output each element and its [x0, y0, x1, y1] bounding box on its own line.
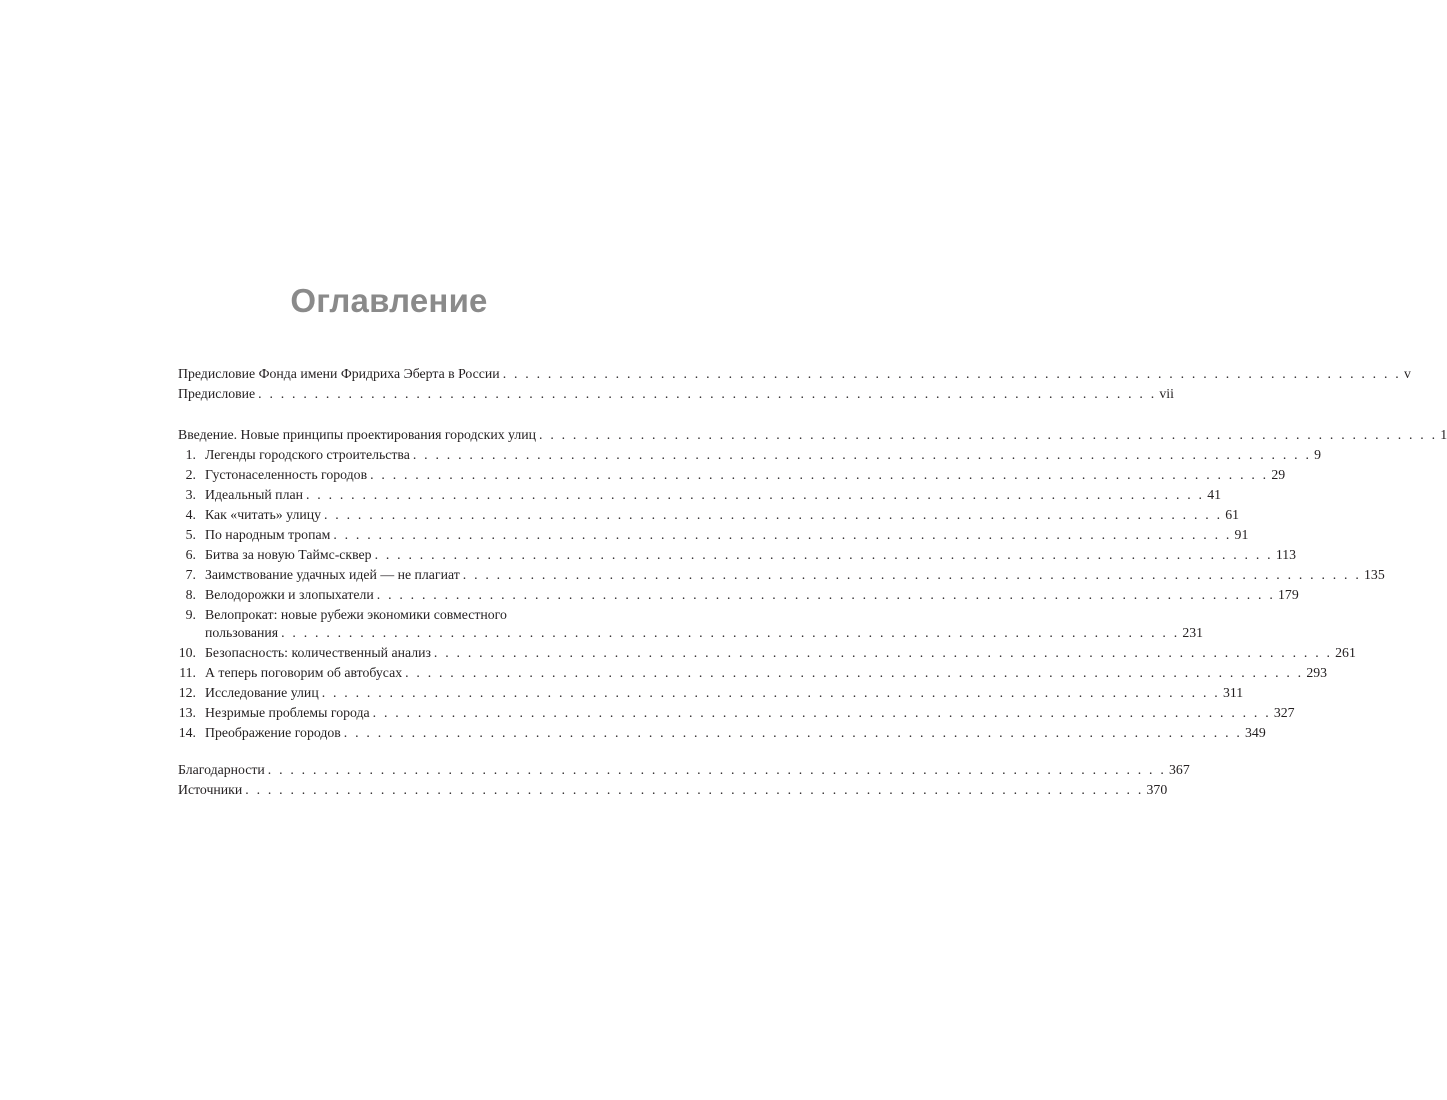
toc-entry-intro: [178, 425, 1447, 445]
chapter-number: 9.: [185, 607, 196, 622]
entry-page: vii: [1156, 384, 1174, 404]
entry-title: Велодорожки и злопыхатели: [205, 585, 377, 605]
chapter-number: 8.: [185, 587, 196, 602]
dot-leader: . . . . . . . . . . . . . . . . . . . . . . . . . . . . . . . . . . . . . . . . . . . . . . . . . . . . . . . . . . . . . . . . . . . . . . . . . . . . . . . .: [412, 447, 1312, 462]
toc-entry-chapter-7: [178, 565, 1385, 585]
entry-title: Незримые проблемы города: [205, 703, 373, 723]
dot-leader: . . . . . . . . . . . . . . . . . . . . . . . . . . . . . . . . . . . . . . . . . . . . . . . . . . . . . . . . . . . . . . . . . . . . . . . . . . . . . . . .: [374, 547, 1273, 562]
dot-leader: . . . . . . . . . . . . . . . . . . . . . . . . . . . . . . . . . . . . . . . . . . . . . . . . . . . . . . . . . . . . . . . . . . . . . . . . . . . . . . . .: [539, 427, 1438, 442]
toc-entry-chapter-6: [178, 545, 1296, 565]
toc-entry-chapter-14: [178, 723, 1266, 743]
dot-leader: . . . . . . . . . . . . . . . . . . . . . . . . . . . . . . . . . . . . . . . . . . . . . . . . . . . . . . . . . . . . . . . . . . . . . . . . . . . . . . . .: [305, 487, 1205, 502]
toc-entry-chapter-5: [178, 525, 1249, 545]
entry-page: 327: [1271, 703, 1295, 723]
chapter-number: 5.: [185, 527, 196, 542]
toc-entry-foreword: [178, 384, 1174, 404]
entry-page: 293: [1303, 663, 1327, 683]
dot-leader: . . . . . . . . . . . . . . . . . . . . . . . . . . . . . . . . . . . . . . . . . . . . . . . . . . . . . . . . . . . . . . . . . . . . . . . . . . . . . . . .: [370, 467, 1269, 482]
chapter-number: 6.: [185, 547, 196, 562]
dot-leader: . . . . . . . . . . . . . . . . . . . . . . . . . . . . . . . . . . . . . . . . . . . . . . . . . . . . . . . . . . . . . . . . . . . . . . . . . . . . . . . .: [462, 567, 1362, 582]
toc-entry-chapter-2: [178, 465, 1286, 485]
toc-entry-sources: [178, 780, 1168, 800]
entry-page: 135: [1361, 565, 1385, 585]
toc-entry-chapter-10: [178, 643, 1356, 663]
chapter-number: 10.: [178, 645, 196, 660]
entry-title: пользования: [205, 623, 281, 643]
dot-leader: . . . . . . . . . . . . . . . . . . . . . . . . . . . . . . . . . . . . . . . . . . . . . . . . . . . . . . . . . . . . . . . . . . . . . . . . . . . . . . . .: [333, 527, 1232, 542]
dot-leader: . . . . . . . . . . . . . . . . . . . . . . . . . . . . . . . . . . . . . . . . . . . . . . . . . . . . . . . . . . . . . . . . . . . . . . . . . . . . . . . .: [502, 366, 1401, 381]
entry-title: Введение. Новые принципы проектирования городских улиц: [178, 425, 539, 445]
entry-title: По народным тропам: [205, 525, 333, 545]
dot-leader: . . . . . . . . . . . . . . . . . . . . . . . . . . . . . . . . . . . . . . . . . . . . . . . . . . . . . . . . . . . . . . . . . . . . . . . . . . . . . . . .: [281, 625, 1180, 640]
chapter-number: 1.: [185, 447, 196, 462]
dot-leader: . . . . . . . . . . . . . . . . . . . . . . . . . . . . . . . . . . . . . . . . . . . . . . . . . . . . . . . . . . . . . . . . . . . . . . . . . . . . . . . .: [343, 725, 1243, 740]
page-title: Оглавление: [290, 282, 488, 319]
toc-entry-chapter-8: [178, 585, 1299, 605]
entry-title: А теперь поговорим об автобусах: [205, 663, 405, 683]
entry-title: Идеальный план: [205, 485, 306, 505]
toc-entry-chapter-11: [178, 663, 1328, 683]
entry-page: 91: [1232, 525, 1249, 545]
dot-leader: . . . . . . . . . . . . . . . . . . . . . . . . . . . . . . . . . . . . . . . . . . . . . . . . . . . . . . . . . . . . . . . . . . . . . . . . . . . . . . . .: [245, 782, 1144, 797]
dot-leader: . . . . . . . . . . . . . . . . . . . . . . . . . . . . . . . . . . . . . . . . . . . . . . . . . . . . . . . . . . . . . . . . . . . . . . . . . . . . . . . .: [267, 762, 1167, 777]
entry-title: Густонаселенность городов: [205, 465, 370, 485]
toc-entry-foreword-fes: [178, 364, 1411, 384]
entry-title: Легенды городского строительства: [205, 445, 413, 465]
toc-entry-chapter-13: [178, 703, 1295, 723]
chapter-number: 11.: [179, 665, 196, 680]
entry-title: Исследование улиц: [205, 683, 322, 703]
toc-entry-chapter-12: [178, 683, 1244, 703]
toc-entry-chapter-3: [178, 485, 1221, 505]
entry-title: Предисловие: [178, 384, 258, 404]
chapter-number: 4.: [185, 507, 196, 522]
entry-page: v: [1401, 364, 1411, 384]
dot-leader: . . . . . . . . . . . . . . . . . . . . . . . . . . . . . . . . . . . . . . . . . . . . . . . . . . . . . . . . . . . . . . . . . . . . . . . . . . . . . . . .: [372, 705, 1271, 720]
dot-leader: . . . . . . . . . . . . . . . . . . . . . . . . . . . . . . . . . . . . . . . . . . . . . . . . . . . . . . . . . . . . . . . . . . . . . . . . . . . . . . . .: [321, 685, 1220, 700]
chapter-number: 7.: [185, 567, 196, 582]
chapter-number: 13.: [178, 705, 196, 720]
chapter-number: 3.: [185, 487, 196, 502]
dot-leader: . . . . . . . . . . . . . . . . . . . . . . . . . . . . . . . . . . . . . . . . . . . . . . . . . . . . . . . . . . . . . . . . . . . . . . . . . . . . . . . .: [324, 507, 1223, 522]
entry-page: 231: [1179, 623, 1203, 643]
entry-page: 29: [1268, 465, 1285, 485]
entry-page: 61: [1222, 505, 1239, 525]
toc-entry-chapter-4: [178, 505, 1240, 525]
entry-title: Преображение городов: [205, 723, 344, 743]
entry-page: 311: [1220, 683, 1243, 703]
entry-page: 9: [1311, 445, 1321, 465]
chapter-number: 2.: [185, 467, 196, 482]
entry-page: 179: [1275, 585, 1299, 605]
entry-page: 113: [1273, 545, 1296, 565]
toc-entry-acknowledgements: [178, 760, 1190, 780]
entry-page: 349: [1242, 723, 1266, 743]
entry-page: 370: [1144, 780, 1168, 800]
entry-page: 261: [1332, 643, 1356, 663]
toc-entry-chapter-9-line1: [178, 605, 582, 625]
entry-title-line1: Велопрокат: новые рубежи экономики совместного: [205, 607, 507, 622]
entry-title: Безопасность: количественный анализ: [205, 643, 434, 663]
dot-leader: . . . . . . . . . . . . . . . . . . . . . . . . . . . . . . . . . . . . . . . . . . . . . . . . . . . . . . . . . . . . . . . . . . . . . . . . . . . . . . . .: [405, 665, 1304, 680]
entry-page: 41: [1204, 485, 1221, 505]
dot-leader: . . . . . . . . . . . . . . . . . . . . . . . . . . . . . . . . . . . . . . . . . . . . . . . . . . . . . . . . . . . . . . . . . . . . . . . . . . . . . . . .: [376, 587, 1276, 602]
toc-entry-chapter-9: [178, 623, 1204, 643]
entry-title: Предисловие Фонда имени Фридриха Эберта в России: [178, 364, 503, 384]
entry-title: Заимствование удачных идей — не плагиат: [205, 565, 463, 585]
entry-title: Благодарности: [178, 760, 268, 780]
entry-page: 1: [1437, 425, 1447, 445]
toc-entry-chapter-1: [178, 445, 1322, 465]
entry-page: 367: [1166, 760, 1190, 780]
entry-title: Битва за новую Таймс-сквер: [205, 545, 375, 565]
entry-title: Как «читать» улицу: [205, 505, 324, 525]
dot-leader: . . . . . . . . . . . . . . . . . . . . . . . . . . . . . . . . . . . . . . . . . . . . . . . . . . . . . . . . . . . . . . . . . . . . . . . . . . . . . . . .: [258, 386, 1157, 401]
entry-title: Источники: [178, 780, 245, 800]
chapter-number: 12.: [178, 685, 196, 700]
chapter-number: 14.: [178, 725, 196, 740]
dot-leader: . . . . . . . . . . . . . . . . . . . . . . . . . . . . . . . . . . . . . . . . . . . . . . . . . . . . . . . . . . . . . . . . . . . . . . . . . . . . . . . .: [433, 645, 1333, 660]
